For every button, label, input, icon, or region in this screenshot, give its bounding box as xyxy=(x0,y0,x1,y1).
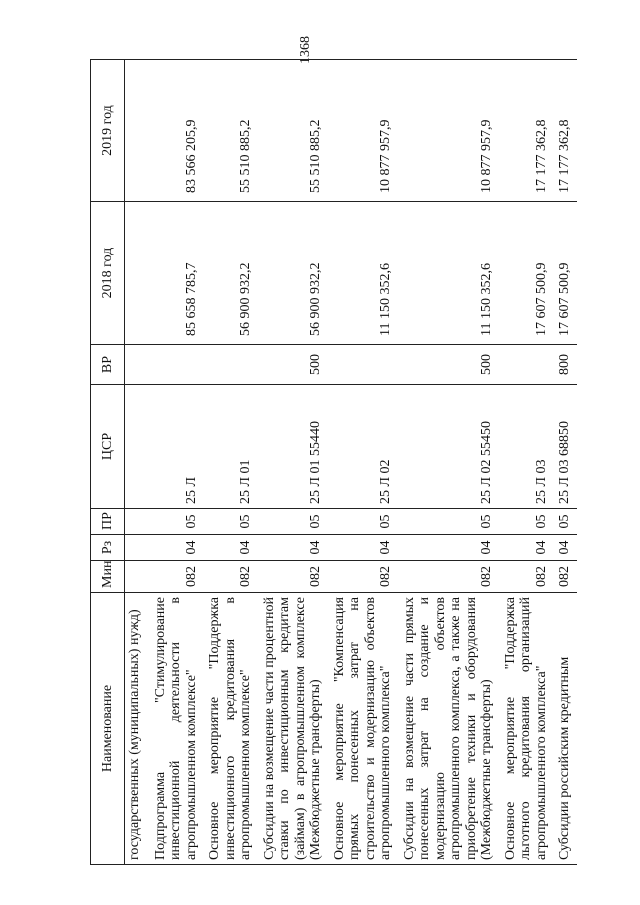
row-vr xyxy=(203,345,258,385)
col-header-2018: 2018 год xyxy=(91,202,125,345)
row-pr: 05 xyxy=(149,509,204,535)
row-2019: 10 877 957,9 xyxy=(328,60,398,202)
table-header xyxy=(91,60,125,865)
row-vr xyxy=(328,345,398,385)
row-2018: 56 900 932,2 xyxy=(203,202,258,345)
col-header-min: Мин xyxy=(91,561,125,593)
row-rz: 04 xyxy=(398,535,499,561)
col-header-vr: ВР xyxy=(91,345,125,385)
row-csr: 25 Л 01 xyxy=(203,385,258,509)
row-min: 082 xyxy=(499,561,554,593)
row-rz: 04 xyxy=(149,535,204,561)
table-row xyxy=(398,60,499,865)
row-name: Основное мероприятие "Компенсация прямых понесенных затрат на строительство и модернизацию объектов агропромышленного комплекса" xyxy=(328,593,398,865)
row-name: Основное мероприятие "Поддержка льготного кредитования организаций агропромышленного комплекса" xyxy=(499,593,554,865)
row-2019: 10 877 957,9 xyxy=(398,60,499,202)
row-rz: 04 xyxy=(203,535,258,561)
row-name: Субсидии на возмещение части процентной ставки по инвестиционным кредитам (займам) в агропромышленном комплексе (Межбюджетные трансферты) xyxy=(258,593,328,865)
row-2018: 11 150 352,6 xyxy=(328,202,398,345)
row-2018: 85 658 785,7 xyxy=(149,202,204,345)
table-row xyxy=(203,60,258,865)
row-2019: 83 566 205,9 xyxy=(149,60,204,202)
row-vr: 800 xyxy=(553,345,577,385)
row-name: Подпрограмма "Стимулирование инвестиционной деятельности в агропромышленном комплексе" xyxy=(149,593,204,865)
row-min: 082 xyxy=(328,561,398,593)
row-vr xyxy=(499,345,554,385)
row-csr: 25 Л 03 68850 xyxy=(553,385,577,509)
row-rz: 04 xyxy=(499,535,554,561)
budget-table xyxy=(90,59,577,865)
row-2019: 17 177 362,8 xyxy=(553,60,577,202)
row-name: Субсидии российским кредитным xyxy=(553,593,577,865)
row-csr: 25 Л 03 xyxy=(499,385,554,509)
row-min: 082 xyxy=(149,561,204,593)
row-vr: 500 xyxy=(258,345,328,385)
continued-text: государственных (муниципальных) нужд) xyxy=(125,593,149,865)
row-rz: 04 xyxy=(328,535,398,561)
col-header-pr: ПР xyxy=(91,509,125,535)
row-pr: 05 xyxy=(258,509,328,535)
col-header-rz: Рз xyxy=(91,535,125,561)
row-rz: 04 xyxy=(258,535,328,561)
row-pr: 05 xyxy=(553,509,577,535)
table-row xyxy=(328,60,398,865)
row-pr: 05 xyxy=(499,509,554,535)
row-pr: 05 xyxy=(398,509,499,535)
row-name: Основное мероприятие "Поддержка инвестиционного кредитования в агропромышленном комплексе" xyxy=(203,593,258,865)
col-header-name: Наименование xyxy=(91,593,125,865)
table-row xyxy=(258,60,328,865)
table-row xyxy=(499,60,554,865)
row-pr: 05 xyxy=(328,509,398,535)
row-min: 082 xyxy=(203,561,258,593)
row-2018: 11 150 352,6 xyxy=(398,202,499,345)
row-2018: 17 607 500,9 xyxy=(553,202,577,345)
row-name: Субсидии на возмещение части прямых понесенных затрат на создание и модернизацию объектов агропромышленного комплекса, а также на приобретение техники и оборудования (Межбюджетные трансферты) xyxy=(398,593,499,865)
row-csr: 25 Л 02 55450 xyxy=(398,385,499,509)
page-number: 1368 xyxy=(298,36,313,64)
row-csr: 25 Л 01 55440 xyxy=(258,385,328,509)
table-row xyxy=(553,60,577,865)
row-2019: 55 510 885,2 xyxy=(258,60,328,202)
row-csr: 25 Л 02 xyxy=(328,385,398,509)
row-min: 082 xyxy=(258,561,328,593)
row-2018: 17 607 500,9 xyxy=(499,202,554,345)
col-header-csr: ЦСР xyxy=(91,385,125,509)
row-pr: 05 xyxy=(203,509,258,535)
row-2018: 56 900 932,2 xyxy=(258,202,328,345)
row-min: 082 xyxy=(398,561,499,593)
table-row xyxy=(149,60,204,865)
row-vr: 500 xyxy=(398,345,499,385)
row-vr xyxy=(149,345,204,385)
row-2019: 55 510 885,2 xyxy=(203,60,258,202)
budget-table-rotated xyxy=(90,60,628,865)
row-min: 082 xyxy=(553,561,577,593)
table-row-continued xyxy=(125,60,149,865)
col-header-2019: 2019 год xyxy=(91,60,125,202)
row-2019: 17 177 362,8 xyxy=(499,60,554,202)
row-csr: 25 Л xyxy=(149,385,204,509)
row-rz: 04 xyxy=(553,535,577,561)
